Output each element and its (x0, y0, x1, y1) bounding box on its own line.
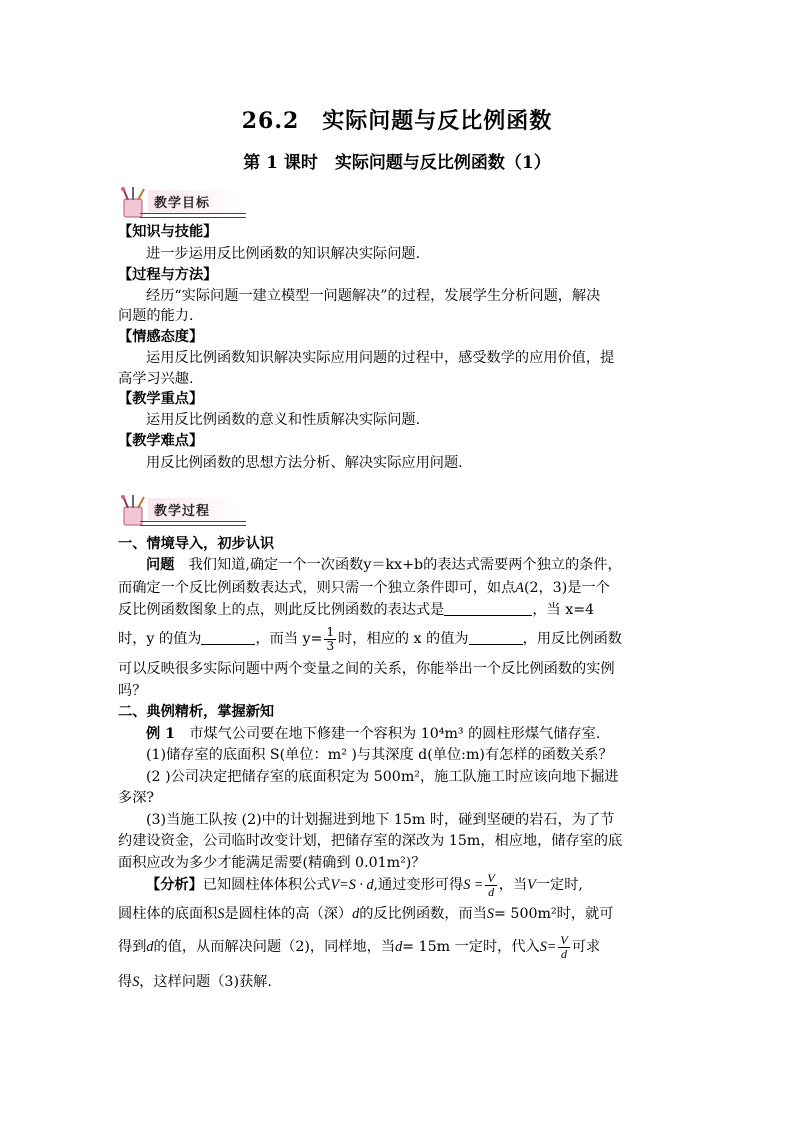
analysis-line-2: 圆柱体的底面积S是圆柱体的高（深）d的反比例函数，而当S= 500m²时，就可 (118, 906, 614, 922)
question-line-4: 时，y 的值为 ，而当 y= $\frac{1}{3}$ 时，相应的 x 的值为 ，用反比例函数 (118, 624, 622, 653)
heading-knowledge: 【知识与技能】 (118, 224, 218, 240)
fraction-v-over-d: $\frac{V}{d}$ (487, 870, 495, 899)
question-line-3: 反比例函数图象上的点，则此反比例函数的表达式是 ，当 x=4 (118, 602, 595, 618)
question-label: 问题 (146, 557, 175, 573)
example-question-3b: 约建设资金，公司临时改变计划，把储存室的深改为 15m，相应地，储存室的底 (118, 833, 623, 849)
example-line: 例 1 市煤气公司要在地下修建一个容积为 10⁴m³ 的圆柱形煤气储存室. (146, 726, 601, 742)
example-question-2a: (2 )公司决定把储存室的底面积定为 500m²，施工队施工时应该向地下掘进 (146, 769, 619, 785)
answer-blank-3 (469, 630, 523, 645)
question-line-5: 可以反映很多实际问题中两个变量之间的关系，你能举出一个反比例函数的实例 (118, 661, 615, 677)
analysis-line-1: 【分析】已知圆柱体体积公式V=S · d,通过变形可得S = $\frac{V}{d}$ ，当V一定时, (146, 870, 583, 899)
fraction-v-over-d-2: $\frac{V}{d}$ (560, 932, 568, 961)
example-question-3a: (3)当施工队按 (2)中的计划掘进到地下 15m 时，碰到坚硬的岩石，为了节 (146, 812, 615, 828)
example-label: 例 1 (146, 726, 175, 742)
example-question-2b: 多深? (118, 790, 154, 806)
section-banner-process (118, 494, 246, 528)
banner-label: 教学过程 (154, 504, 211, 519)
section-1-heading: 一、情境导入，初步认识 (118, 536, 275, 552)
question-line-2: 而确定一个反比例函数表达式，则只需一个独立条件即可，如点A(2，3)是一个 (118, 580, 610, 596)
text-knowledge: 进一步运用反比例函数的知识解决实际问题. (146, 246, 421, 262)
example-question-1: (1)储存室的底面积 S(单位：m² )与其深度 d(单位:m)有怎样的函数关系？ (146, 747, 613, 763)
text-emotion-1: 运用反比例函数知识解决实际应用问题的过程中，感受数学的应用价值，提 (146, 350, 615, 366)
section-2-heading: 二、典例精析，掌握新知 (118, 704, 275, 720)
text-process-2: 问题的能力. (118, 308, 194, 324)
banner-label: 教学目标 (154, 196, 211, 211)
analysis-label: 【分析】 (146, 877, 203, 893)
text-difficulty: 用反比例函数的思想方法分析、解决实际应用问题. (146, 455, 463, 471)
page-title: 26.2 实际问题与反比例函数 (241, 108, 553, 134)
section-banner-goals (118, 186, 246, 220)
analysis-line-3: 得到d的值，从而解决问题（2)，同样地，当d= 15m 一定时，代入S= $\frac{V}{d}$ 可求 (118, 932, 601, 961)
answer-blank-1 (444, 601, 532, 616)
text-focus: 运用反比例函数的意义和性质解决实际问题. (146, 412, 421, 428)
question-line-6: 吗？ (118, 683, 147, 699)
answer-blank-2 (201, 630, 255, 645)
lesson-subtitle: 第 1 课时 实际问题与反比例函数（1） (243, 153, 551, 173)
example-question-3c: 面积应改为多少才能满足需要(精确到 0.01m²)？ (118, 855, 426, 871)
analysis-line-4: 得S，这样问题（3)获解. (118, 974, 272, 990)
heading-focus: 【教学重点】 (118, 391, 204, 407)
question-line-1: 问题 我们知道,确定一个一次函数y＝kx+b的表达式需要两个独立的条件， (146, 557, 622, 573)
heading-emotion: 【情感态度】 (118, 329, 204, 345)
text-emotion-2: 高学习兴趣. (118, 371, 194, 387)
heading-process: 【过程与方法】 (118, 267, 218, 283)
text-process-1: 经历“实际问题一建立模型一问题解决”的过程，发展学生分析问题，解决 (146, 288, 601, 304)
heading-difficulty: 【教学难点】 (118, 433, 204, 449)
fraction-one-third: $\frac{1}{3}$ (326, 624, 335, 653)
